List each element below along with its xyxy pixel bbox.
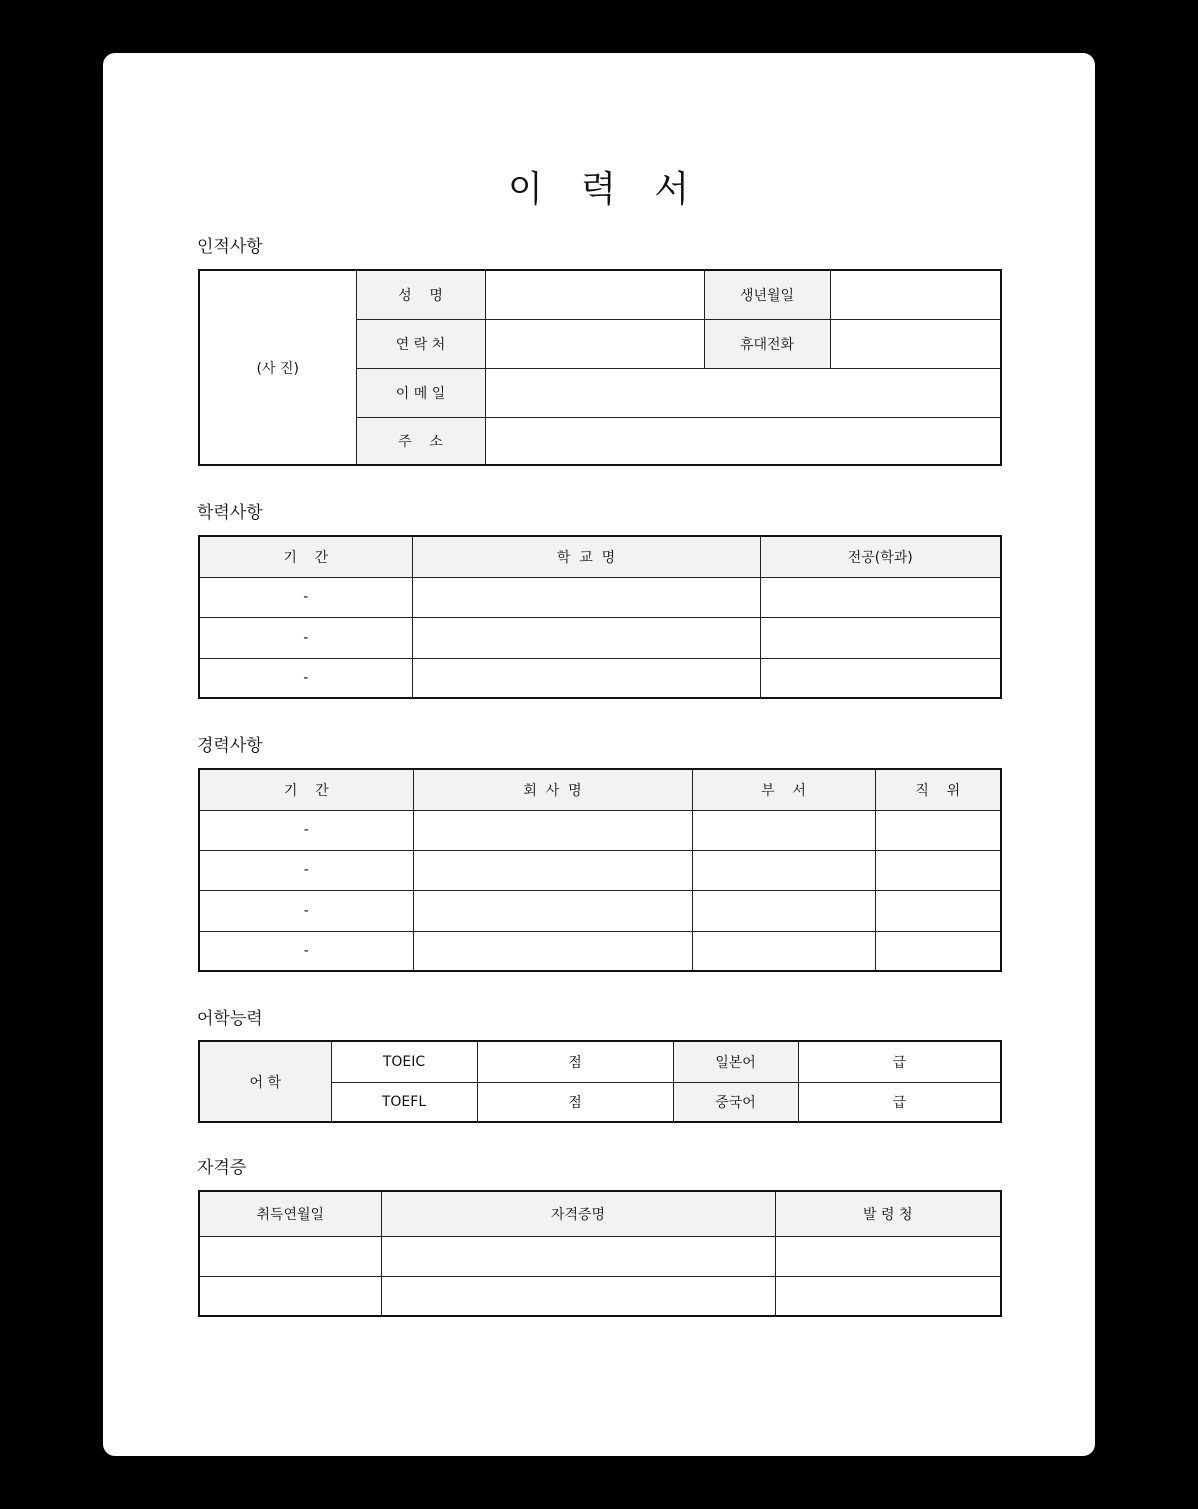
- table-row: [199, 810, 1001, 850]
- career-header-company: 회 사 명: [413, 769, 692, 810]
- career-section-heading: 경력사항: [197, 736, 263, 756]
- certificate-date-cell[interactable]: [199, 1276, 381, 1316]
- name-field[interactable]: [485, 270, 704, 319]
- mobile-field[interactable]: [830, 319, 1001, 368]
- certificate-header-date: 취득연월일: [199, 1191, 381, 1236]
- education-period-cell[interactable]: -: [199, 617, 412, 658]
- certificate-issuer-cell[interactable]: [775, 1236, 1001, 1276]
- certificate-header-name: 자격증명: [381, 1191, 775, 1236]
- education-school-cell[interactable]: [412, 617, 760, 658]
- language-group-label: 어 학: [199, 1041, 331, 1122]
- personal-section-heading: 인적사항: [197, 237, 263, 257]
- birth-field[interactable]: [830, 270, 1001, 319]
- career-position-cell[interactable]: [875, 890, 1001, 931]
- career-department-cell[interactable]: [692, 850, 875, 890]
- career-period-cell[interactable]: -: [199, 931, 413, 971]
- education-school-cell[interactable]: [412, 577, 760, 617]
- career-department-cell[interactable]: [692, 810, 875, 850]
- career-position-cell[interactable]: [875, 810, 1001, 850]
- career-department-cell[interactable]: [692, 890, 875, 931]
- table-row: [199, 577, 1001, 617]
- table-row: [199, 890, 1001, 931]
- education-table: [198, 535, 1002, 699]
- career-header-period: 기 간: [199, 769, 413, 810]
- certificate-name-cell[interactable]: [381, 1236, 775, 1276]
- toefl-label: TOEFL: [331, 1082, 477, 1122]
- personal-info-table: [198, 269, 1002, 466]
- education-section-heading: 학력사항: [197, 503, 263, 523]
- email-label: 이 메 일: [356, 368, 485, 417]
- career-company-cell[interactable]: [413, 931, 692, 971]
- birth-label: 생년월일: [704, 270, 830, 319]
- email-field[interactable]: [485, 368, 1001, 417]
- toeic-label: TOEIC: [331, 1041, 477, 1082]
- table-row: [199, 850, 1001, 890]
- education-header-period: 기 간: [199, 536, 412, 577]
- career-table: [198, 768, 1002, 972]
- certificate-date-cell[interactable]: [199, 1236, 381, 1276]
- table-row: [199, 931, 1001, 971]
- table-row: [199, 1236, 1001, 1276]
- certificate-issuer-cell[interactable]: [775, 1276, 1001, 1316]
- toeic-score-field[interactable]: 점: [477, 1041, 673, 1082]
- address-field[interactable]: [485, 417, 1001, 465]
- chinese-label: 중국어: [673, 1082, 798, 1122]
- education-period-cell[interactable]: -: [199, 658, 412, 698]
- table-row: [199, 617, 1001, 658]
- certificate-name-cell[interactable]: [381, 1276, 775, 1316]
- name-label: 성 명: [356, 270, 485, 319]
- career-company-cell[interactable]: [413, 890, 692, 931]
- education-period-cell[interactable]: -: [199, 577, 412, 617]
- toefl-score-field[interactable]: 점: [477, 1082, 673, 1122]
- education-major-cell[interactable]: [760, 658, 1001, 698]
- career-period-cell[interactable]: -: [199, 890, 413, 931]
- mobile-label: 휴대전화: [704, 319, 830, 368]
- education-major-cell[interactable]: [760, 577, 1001, 617]
- contact-label: 연 락 처: [356, 319, 485, 368]
- education-header-major: 전공(학과): [760, 536, 1001, 577]
- education-school-cell[interactable]: [412, 658, 760, 698]
- education-major-cell[interactable]: [760, 617, 1001, 658]
- career-position-cell[interactable]: [875, 931, 1001, 971]
- language-section-heading: 어학능력: [197, 1009, 263, 1029]
- document-title: 이 력 서: [508, 169, 690, 210]
- japanese-label: 일본어: [673, 1041, 798, 1082]
- education-header-school: 학 교 명: [412, 536, 760, 577]
- certificate-table: [198, 1190, 1002, 1317]
- career-position-cell[interactable]: [875, 850, 1001, 890]
- career-company-cell[interactable]: [413, 850, 692, 890]
- contact-field[interactable]: [485, 319, 704, 368]
- career-period-cell[interactable]: -: [199, 850, 413, 890]
- career-period-cell[interactable]: -: [199, 810, 413, 850]
- language-table: [198, 1040, 1002, 1123]
- career-department-cell[interactable]: [692, 931, 875, 971]
- career-company-cell[interactable]: [413, 810, 692, 850]
- table-row: [199, 1276, 1001, 1316]
- table-row: [199, 658, 1001, 698]
- career-header-position: 직 위: [875, 769, 1001, 810]
- photo-box[interactable]: (사 진): [199, 270, 356, 465]
- certificate-section-heading: 자격증: [197, 1158, 247, 1178]
- address-label: 주 소: [356, 417, 485, 465]
- certificate-header-issuer: 발 령 청: [775, 1191, 1001, 1236]
- chinese-level-field[interactable]: 급: [798, 1082, 1001, 1122]
- career-header-department: 부 서: [692, 769, 875, 810]
- japanese-level-field[interactable]: 급: [798, 1041, 1001, 1082]
